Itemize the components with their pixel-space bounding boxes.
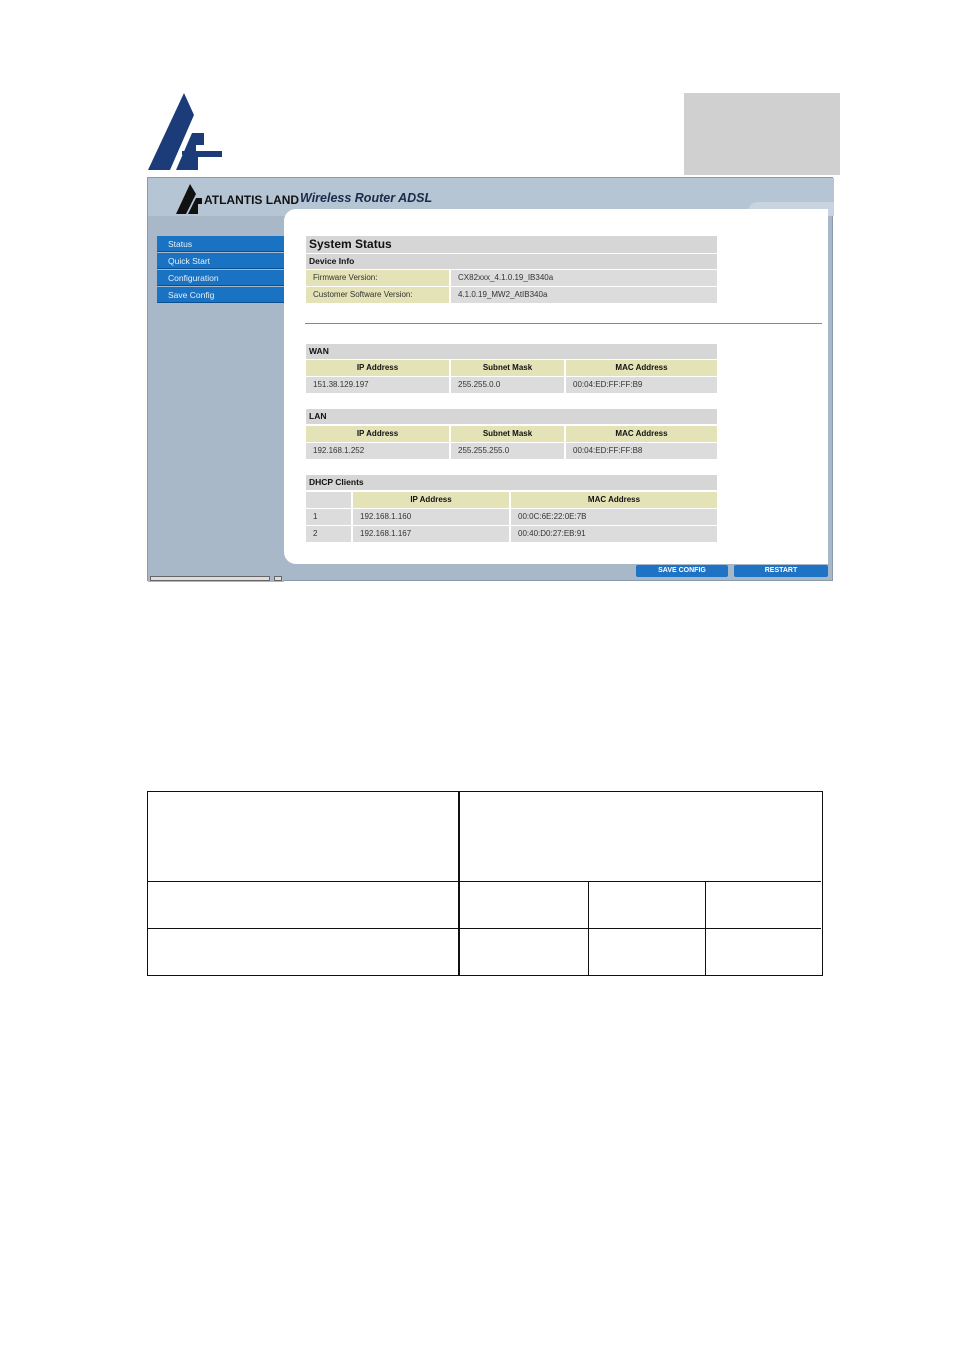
sidebar-item-status[interactable]: Status — [157, 236, 284, 252]
device-info-bar — [306, 254, 717, 269]
lan-bar — [306, 409, 717, 424]
device-info-heading: Device Info — [309, 256, 355, 266]
restart-button[interactable]: RESTART — [734, 565, 828, 577]
lan-mask: 255.255.255.0 — [451, 443, 564, 459]
dhcp-index: 1 — [306, 509, 351, 525]
dhcp-bar — [306, 475, 717, 490]
wan-ip: 151.38.129.197 — [306, 377, 449, 393]
atlantis-brand-logo-icon — [174, 180, 300, 216]
dhcp-header-row — [306, 492, 717, 509]
save-config-button[interactable]: SAVE CONFIG — [636, 565, 728, 577]
lan-col-mask: Subnet Mask — [451, 426, 564, 442]
wan-col-ip: IP Address — [306, 360, 449, 376]
horizontal-scrollbar[interactable] — [150, 576, 270, 581]
wan-mac: 00:04:ED:FF:FF:B9 — [566, 377, 717, 393]
table-divider — [458, 792, 460, 975]
dhcp-mac: 00:40:D0:27:EB:91 — [511, 526, 717, 542]
table-row — [306, 377, 717, 394]
dhcp-heading: DHCP Clients — [309, 477, 364, 487]
empty-document-table — [147, 791, 823, 976]
table-row — [306, 443, 717, 460]
system-status-bar — [306, 236, 717, 253]
dhcp-index: 2 — [306, 526, 351, 542]
wan-col-mask: Subnet Mask — [451, 360, 564, 376]
firmware-label: Firmware Version: — [306, 270, 449, 286]
brand-logo-text: ATLANTIS LAND — [204, 193, 300, 207]
table-row — [306, 287, 717, 304]
wan-col-mac: MAC Address — [566, 360, 717, 376]
software-label: Customer Software Version: — [306, 287, 449, 303]
atlantis-logo-icon — [148, 93, 222, 170]
app-title: Wireless Router ADSL — [300, 191, 433, 205]
lan-col-ip: IP Address — [306, 426, 449, 442]
table-row — [306, 270, 717, 287]
header-grey-block — [684, 93, 840, 175]
lan-header-row — [306, 426, 717, 443]
table-divider — [588, 881, 589, 975]
dhcp-col-ip: IP Address — [353, 492, 509, 508]
table-row — [306, 509, 717, 526]
dhcp-col-index — [306, 492, 351, 508]
router-ui-window — [147, 177, 833, 581]
dhcp-ip: 192.168.1.160 — [353, 509, 509, 525]
table-divider — [148, 928, 821, 929]
sidebar-item-quick-start[interactable]: Quick Start — [157, 253, 284, 269]
table-divider — [705, 881, 706, 975]
sidebar-item-save-config[interactable]: Save Config — [157, 287, 284, 303]
dhcp-ip: 192.168.1.167 — [353, 526, 509, 542]
sidebar-item-configuration[interactable]: Configuration — [157, 270, 284, 286]
lan-mac: 00:04:ED:FF:FF:B8 — [566, 443, 717, 459]
lan-col-mac: MAC Address — [566, 426, 717, 442]
scrollbar-arrow-icon[interactable] — [274, 576, 282, 581]
wan-mask: 255.255.0.0 — [451, 377, 564, 393]
table-row — [306, 526, 717, 543]
wan-bar — [306, 344, 717, 359]
firmware-value: CX82xxx_4.1.0.19_IB340a — [451, 270, 717, 286]
software-value: 4.1.0.19_MW2_AtIB340a — [451, 287, 717, 303]
dhcp-col-mac: MAC Address — [511, 492, 717, 508]
wan-header-row — [306, 360, 717, 377]
table-divider — [148, 881, 821, 882]
lan-ip: 192.168.1.252 — [306, 443, 449, 459]
dhcp-mac: 00:0C:6E:22:0E:7B — [511, 509, 717, 525]
lan-heading: LAN — [309, 411, 327, 421]
sidebar — [148, 216, 284, 582]
section-divider — [305, 323, 822, 324]
page-title: System Status — [309, 237, 392, 251]
wan-heading: WAN — [309, 346, 329, 356]
